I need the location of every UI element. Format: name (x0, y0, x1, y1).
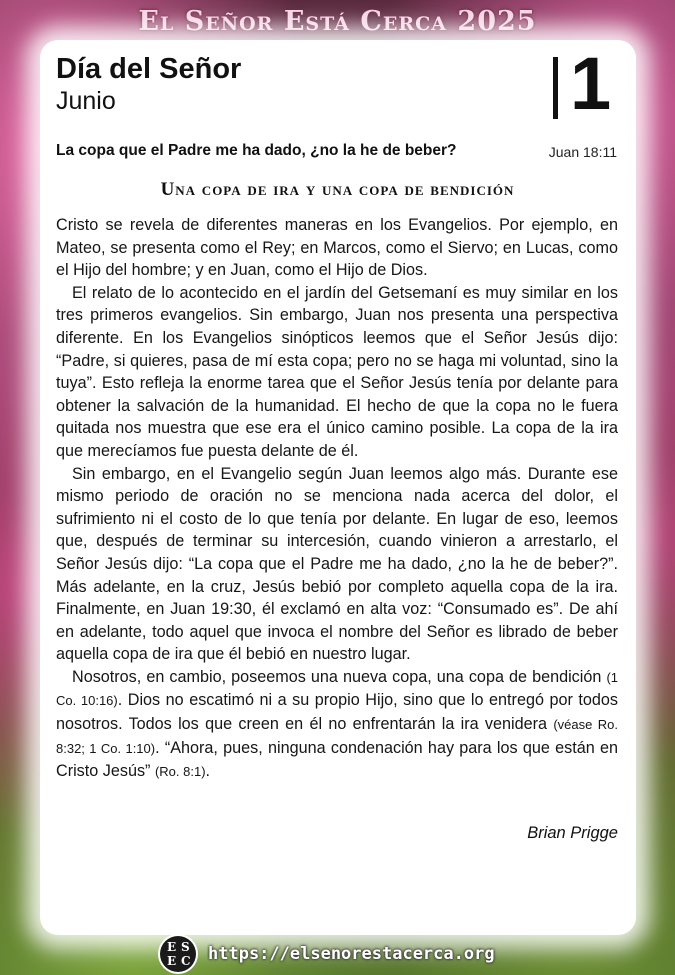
publication-title: El Señor Está Cerca 2025 (138, 6, 537, 37)
key-verse: La copa que el Padre me ha dado, ¿no la he de beber? (56, 142, 457, 159)
logo-letter: C (181, 954, 191, 968)
paragraph: Sin embargo, en el Evangelio según Juan leemos algo más. Durante ese mismo periodo de oración no se menciona nada acerca del dolor, el sufrimiento ni el costo de lo que tenía por delante. En lugar de eso, leemos que, después de terminar su intercesión, cuando vinieron a arrestarlo, el Señor Jesús dijo: “La copa que el Padre me ha dado, ¿no la he de beber?”. Más adelante, en la cruz, Jesús bebió por completo aquella copa de la ira. Finalmente, en Juan 19:30, él exclamó en alta voz: “Consumado es”. De ahí en adelante, todo aquel que invoca el nombre del Señor es librado de beber aquella copa de ira que él bebió en nuestro lugar. (56, 464, 618, 664)
paragraph (56, 666, 618, 784)
paragraph-text: . Dios no escatimó ni a su propio Hijo, sino que lo entregó por todos nosotros. Todos los que creen en él no enfrentarán la ira venidera (56, 691, 619, 734)
paragraph-text: . (205, 762, 211, 781)
day-number: 1 (570, 42, 612, 125)
logo-letter: S (181, 940, 190, 954)
day-label: Día del Señor (56, 53, 242, 85)
scripture-ref: (véase Ro. 8:32; 1 Co. 1:10) (56, 717, 618, 756)
month-label: Junio (56, 87, 116, 115)
devotional-body (56, 214, 618, 784)
scripture-ref: (1 Co. 10:16) (56, 669, 618, 709)
footer (160, 935, 495, 973)
verse-reference: Juan 18:11 (548, 144, 617, 160)
paragraph-text: . “Ahora, pues, ninguna condenación hay para los que están en Cristo Jesús” (56, 738, 618, 781)
esec-logo (160, 936, 196, 972)
paragraph: El relato de lo acontecido en el jardín del Getsemaní es muy similar en los tres primeros evangelios. Sin embargo, Juan nos presenta una perspectiva diferente. En los Evangelios sinópticos leemos que el Señor Jesús dijo: “Padre, si quieres, pasa de mí esta copa; pero no se haga mi voluntad, sino la tuya”. Esto refleja la enorme tarea que el Señor Jesús tenía por delante para obtener la salvación de la humanidad. El hecho de que la copa no le fuera quitada nos muestra que ese era el único camino posible. La copa de la ira que merecíamos fue puesta delante de él. (56, 283, 618, 460)
paragraph: Cristo se revela de diferentes maneras en los Evangelios. Por ejemplo, en Mateo, se presenta como el Rey; en Marcos, como el Siervo; en Lucas, como el Hijo del hombre; y en Juan, como el Hijo de Dios. (56, 216, 618, 280)
logo-letter: E (167, 940, 177, 954)
paragraph-text: Nosotros, en cambio, poseemos una nueva copa, una copa de bendición (72, 667, 602, 686)
day-divider (553, 57, 558, 119)
website-link[interactable]: https://elsenorestacerca.org (208, 944, 495, 964)
author-name: Brian Prigge (527, 824, 618, 842)
scripture-ref: (Ro. 8:1) (154, 764, 206, 780)
logo-letter: E (167, 954, 177, 968)
devotional-title: Una copa de ira y una copa de bendición (160, 179, 515, 200)
